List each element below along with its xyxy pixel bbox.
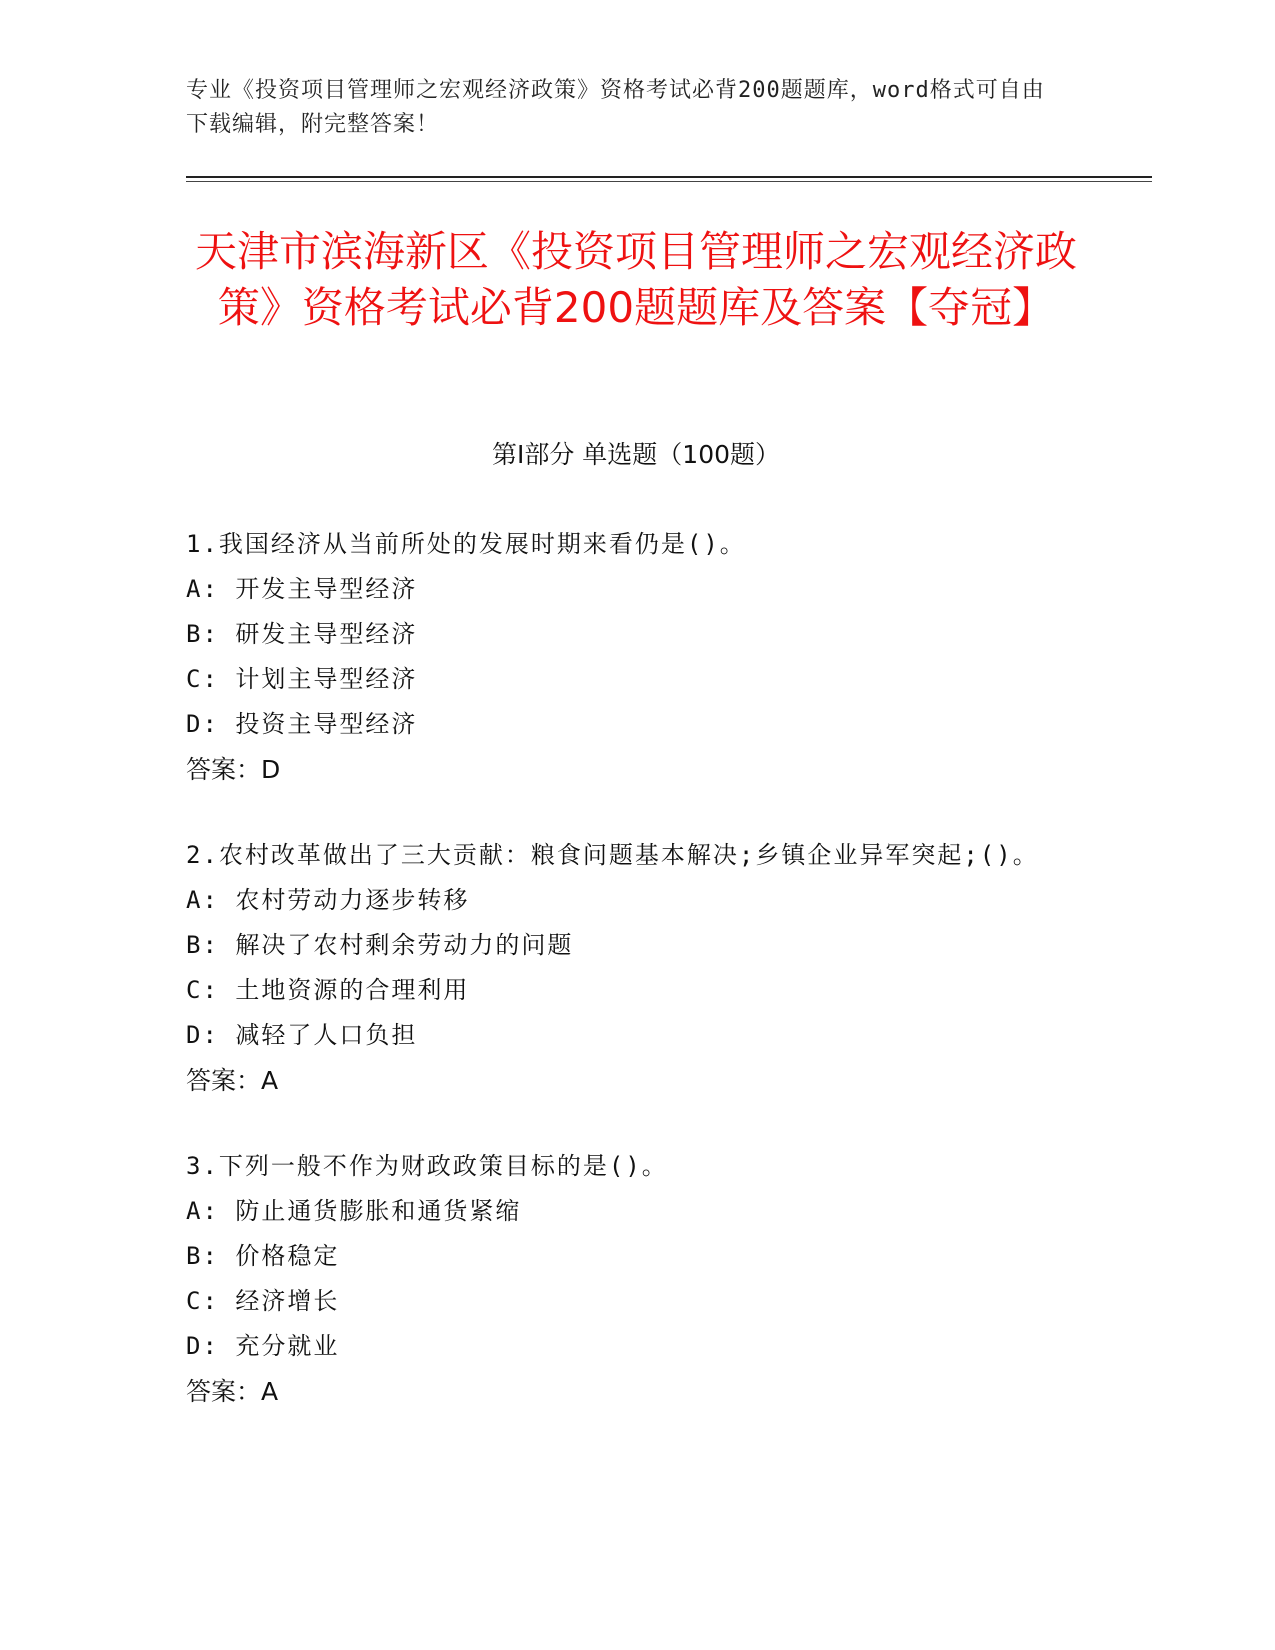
question-item: [186, 833, 1066, 1103]
option-a: A: 农村劳动力逐步转移: [186, 886, 470, 914]
header-note: 专业《投资项目管理师之宏观经济政策》资格考试必背200题题库，word格式可自由下载编辑，附完整答案！: [186, 78, 1045, 137]
option-b: B: 研发主导型经济: [186, 620, 418, 648]
question-answer: 答案：A: [186, 1377, 279, 1406]
question-answer: 答案：A: [186, 1066, 279, 1095]
question-spacer: [186, 1103, 1066, 1144]
option-c: C: 经济增长: [186, 1287, 340, 1315]
question-item: [186, 522, 1066, 792]
question-item: [186, 1144, 1066, 1414]
question-stem: 2.农村改革做出了三大贡献：粮食问题基本解决;乡镇企业异军突起;()。: [186, 841, 1039, 869]
section-title: 第Ⅰ部分 单选题（100题）: [491, 440, 781, 469]
option-d: D: 减轻了人口负担: [186, 1021, 418, 1049]
option-b: B: 解决了农村剩余劳动力的问题: [186, 931, 574, 959]
option-d: D: 投资主导型经济: [186, 710, 418, 738]
header-divider: [186, 176, 1152, 178]
question-stem: 1.我国经济从当前所处的发展时期来看仍是()。: [186, 530, 746, 558]
question-list: [186, 522, 1066, 1414]
question-stem: 3.下列一般不作为财政政策目标的是()。: [186, 1152, 668, 1180]
question-answer: 答案：D: [186, 755, 281, 784]
option-c: C: 土地资源的合理利用: [186, 976, 470, 1004]
header-divider-secondary: [186, 181, 1152, 182]
option-d: D: 充分就业: [186, 1332, 340, 1360]
option-c: C: 计划主导型经济: [186, 665, 418, 693]
option-a: A: 开发主导型经济: [186, 575, 418, 603]
option-a: A: 防止通货膨胀和通货紧缩: [186, 1197, 522, 1225]
question-spacer: [186, 792, 1066, 833]
document-title: 天津市滨海新区《投资项目管理师之宏观经济政策》资格考试必背200题题库及答案【夺冠】: [194, 227, 1077, 332]
option-b: B: 价格稳定: [186, 1242, 340, 1270]
